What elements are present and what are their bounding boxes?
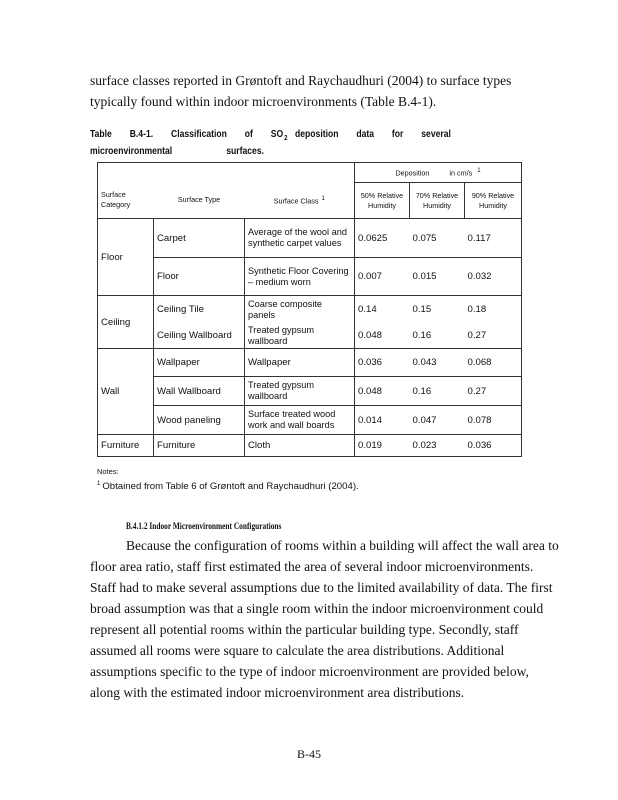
note-footnote-mark: 1 [97,481,101,487]
cell-rh90: 0.27 [465,377,522,406]
cell-rh50: 0.0625 [355,219,410,258]
cell-rh50: 0.007 [355,258,410,296]
cell-rh50: 0.14 [355,296,410,324]
category-wall: Wall [98,349,154,435]
caption-word-classification: Classification [171,129,227,140]
cell-surface-type: Furniture [154,435,245,457]
cell-surface-type: Wallpaper [154,349,245,377]
cell-surface-class: Synthetic Floor Covering – medium worn [245,258,355,296]
notes-label: Notes: [97,467,119,476]
table-row [98,219,522,258]
cell-rh50: 0.036 [355,349,410,377]
cell-rh90: 0.18 [465,296,522,324]
caption-so: SO [270,129,284,140]
category-floor: Floor [98,219,154,296]
cell-rh70: 0.015 [410,258,465,296]
intro-paragraph: surface classes reported in Grøntoft and Raychaudhuri (2004) to surface types typically found within indoor microenvironments (Table B.4-1). [90,73,512,109]
caption-word-for: for [391,129,404,140]
header-rh90: 90% Relative Humidity [465,183,522,219]
cell-surface-class: Cloth [245,435,355,457]
deposition-unit: in cm/s [449,168,473,178]
cell-rh50: 0.014 [355,406,410,435]
deposition-table [97,162,522,457]
header-rh70: 70% Relative Humidity [410,183,465,219]
caption-word-microenvironmental: microenvironmental [90,146,173,157]
caption-word-deposition: deposition [295,129,339,140]
cell-rh90: 0.068 [465,349,522,377]
table-row [98,377,522,406]
header-rh50: 50% Relative Humidity [355,183,410,219]
note-text: Obtained from Table 6 of Grøntoft and Raychaudhuri (2004). [102,481,359,493]
caption-table-number: B.4-1. [129,129,154,140]
category-ceiling: Ceiling [98,296,154,349]
table-row [98,435,522,457]
table-row [98,406,522,435]
surface-class-footnote-mark: 1 [321,196,325,203]
caption-word-of: of [244,129,253,140]
table-row [98,296,522,324]
header-surface-type: Surface Type [154,183,245,219]
cell-rh70: 0.043 [410,349,465,377]
cell-surface-class: Wallpaper [245,349,355,377]
caption-word-data: data [356,129,375,140]
table-notes [97,466,517,493]
cell-rh90: 0.036 [465,435,522,457]
cell-surface-type: Carpet [154,219,245,258]
cell-surface-type: Wood paneling [154,406,245,435]
cell-surface-type: Ceiling Tile [154,296,245,324]
section-subheading: B.4.1.2 Indoor Microenvironment Configurations [126,521,282,531]
table-row [98,258,522,296]
cell-rh50: 0.048 [355,377,410,406]
cell-rh50: 0.048 [355,324,410,349]
body-paragraph [90,535,560,703]
cell-rh70: 0.075 [410,219,465,258]
table-header-row-2 [98,183,522,219]
cell-surface-type: Ceiling Wallboard [154,324,245,349]
cell-rh90: 0.117 [465,219,522,258]
cell-rh50: 0.019 [355,435,410,457]
table-row [98,324,522,349]
cell-rh70: 0.023 [410,435,465,457]
table-header-row-1 [98,163,522,183]
cell-rh70: 0.16 [410,324,465,349]
page-number: B-45 [297,747,321,761]
category-furniture: Furniture [98,435,154,457]
cell-rh90: 0.27 [465,324,522,349]
cell-rh70: 0.15 [410,296,465,324]
caption-table-word: Table [90,129,112,140]
header-surface-category: Surface Category [98,183,154,219]
cell-surface-class: Average of the wool and synthetic carpet values [245,219,355,258]
table-row [98,349,522,377]
cell-rh70: 0.16 [410,377,465,406]
caption-word-several: several [421,129,451,140]
cell-rh70: 0.047 [410,406,465,435]
cell-surface-type: Floor [154,258,245,296]
cell-surface-class: Treated gypsum wallboard [245,377,355,406]
cell-rh90: 0.078 [465,406,522,435]
deposition-footnote-mark: 1 [477,168,481,175]
cell-surface-class: Coarse composite panels [245,296,355,324]
cell-surface-class: Surface treated wood work and wall boards [245,406,355,435]
deposition-header: Deposition in cm/s $^1$ [355,163,522,183]
table-caption [90,128,468,158]
cell-surface-type: Wall Wallboard [154,377,245,406]
body-paragraph-text: Because the configuration of rooms within a building will affect the wall area to floor area ratio, staff first estimated the area of several indoor microenvironments. Staff had to make several assumptions due to the limited availability of data. The first broad assumption was that a single room within the indoor microenvironment could represent all potential rooms within the particular building type. Secondly, staff assumed all rooms were square to calculate the area distributions. Additional assumptions specific to the type of indoor microenvironment are provided below, along with the estimated indoor microenvironment area distributions. [90,538,559,700]
cell-surface-class: Treated gypsum wallboard [245,324,355,349]
header-surface-class: Surface Class $^1$ [245,183,355,219]
cell-rh90: 0.032 [465,258,522,296]
caption-word-surfaces: surfaces. [226,146,264,157]
caption-so-subscript: 2 [284,135,288,142]
